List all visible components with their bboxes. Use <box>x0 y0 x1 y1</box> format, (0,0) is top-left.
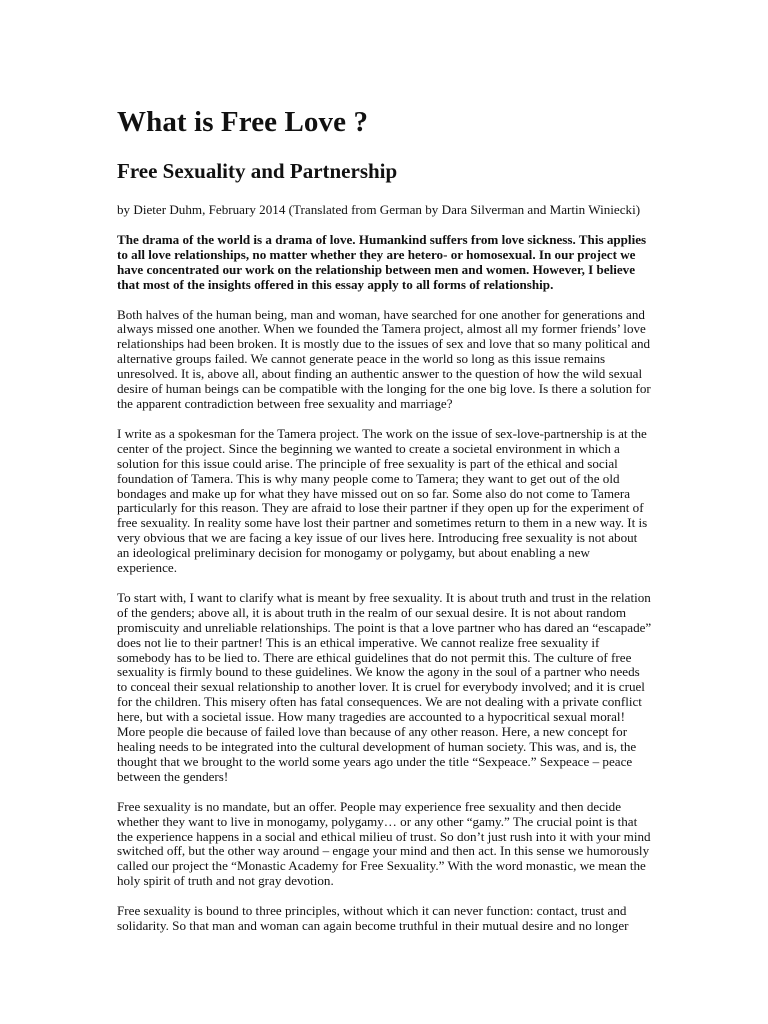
byline: by Dieter Duhm, February 2014 (Translated from German by Dara Silverman and Martin Winiecki) <box>117 202 641 217</box>
body-paragraph: Both halves of the human being, man and woman, have searched for one another for generations and always missed one another. When we founded the Tamera project, almost all my former friends’ love relationships had been broken. It is mostly due to the issues of sex and love that so many political and alternative groups failed. We cannot generate peace in the world so long as this issue remains unresolved. It is, above all, about finding an authentic answer to the question of how the wild sexual desire of human beings can be compatible with the longing for the one big love. Is there a solution for the apparent contradiction between free sexuality and marriage? <box>117 306 651 411</box>
body-paragraph: I write as a spokesman for the Tamera project. The work on the issue of sex-love-partnership is at the center of the project. Since the beginning we wanted to create a societal environment in which a solution for this issue could arise. The principle of free sexuality is part of the ethical and social foundation of Tamera. This is why many people come to Tamera; they want to get out of the old bondages and make up for what they have missed out on so far. Some also do not come to Tamera particularly for this reason. They are afraid to lose their partner if they open up for the experiment of free sexuality. In reality some have lost their partner and sometimes return to them in a new way. It is very obvious that we are facing a key issue of our lives here. Introducing free sexuality is not about an ideological preliminary decision for monogamy or polygamy, but about enabling a new experience. <box>117 425 648 576</box>
body-paragraph: Free sexuality is bound to three principles, without which it can never function: contact, trust and solidarity. So that man and woman can again become truthful in their mutual desire and no longer <box>117 903 629 934</box>
lead-paragraph: The drama of the world is a drama of love. Humankind suffers from love sickness. This applies to all love relationships, no matter whether they are hetero- or homosexual. In our project we have concentrated our work on the relationship between men and women. However, I believe that most of the insights offered in this essay apply to all forms of relationship. <box>117 231 647 292</box>
body-paragraph: Free sexuality is no mandate, but an offer. People may experience free sexuality and then decide whether they want to live in monogamy, polygamy… or any other “gamy.” The crucial point is that the experience happens in a social and ethical milieu of trust. So don’t just rush into it with your mind switched off, but the other way around – engage your mind and then act. In this sense we humorously called our project the “Monastic Academy for Free Sexuality.” With the word monastic, we mean the holy spirit of truth and not gray devotion. <box>117 798 651 889</box>
document-subtitle: Free Sexuality and Partnership <box>117 159 398 183</box>
document-body <box>117 104 652 934</box>
body-paragraph: To start with, I want to clarify what is meant by free sexuality. It is about truth and trust in the relation of the genders; above all, it is about truth in the realm of our sexual desire. It is not about random promiscuity and unreliable relationships. The point is that a love partner who has dared an “escapade” does not lie to their partner! This is an ethical imperative. We cannot realize free sexuality if somebody has to be lied to. There are ethical guidelines that do not permit this. The culture of free sexuality is firmly bound to these guidelines. We know the agony in the soul of a partner who needs to conceal their sexual relationship to another lover. It is cruel for everybody involved; and it is cruel for the children. This misery often has fatal consequences. We are not dealing with a private conflict here, but with a societal issue. How many tragedies are accounted to a hypocritical sexual moral! More people die because of failed love than because of any other reason. Here, a new concept for healing needs to be integrated into the cultural development of human society. This was, and is, the thought that we brought to the world some years ago under the title “Sexpeace.” Sexpeace – peace between the genders! <box>117 589 652 784</box>
document-title: What is Free Love ? <box>117 106 369 138</box>
